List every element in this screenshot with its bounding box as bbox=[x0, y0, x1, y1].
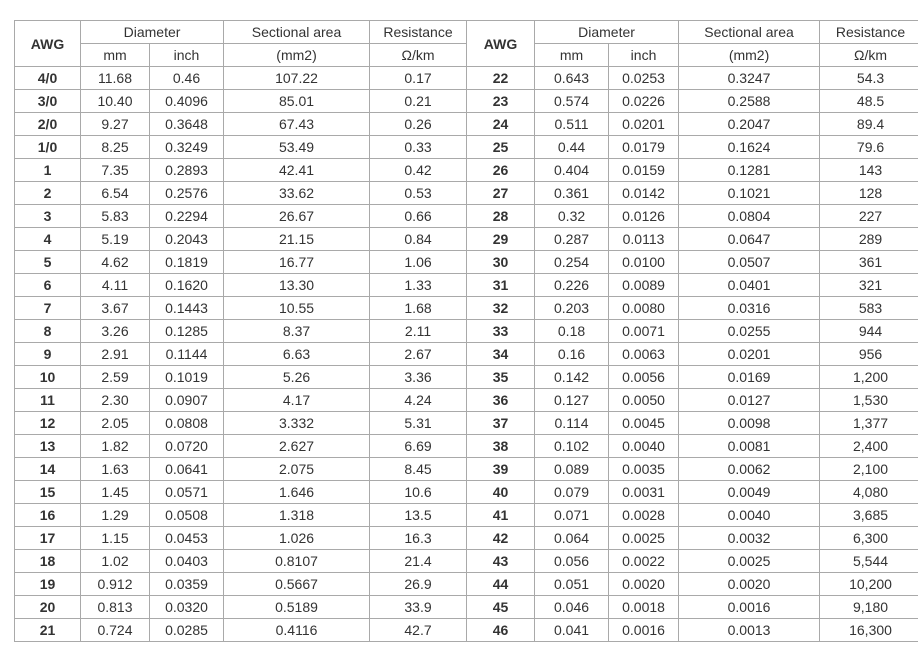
resistance-cell-left: 10.6 bbox=[370, 481, 467, 504]
sectional-area-cell-left: 107.22 bbox=[224, 67, 370, 90]
table-row bbox=[15, 481, 918, 504]
table-row bbox=[15, 619, 918, 642]
awg-cell-right: 25 bbox=[467, 136, 535, 159]
sectional-area-cell-left: 1.318 bbox=[224, 504, 370, 527]
sectional-area-cell-right: 0.0316 bbox=[679, 297, 820, 320]
diameter-mm-cell-right: 0.254 bbox=[535, 251, 609, 274]
resistance-cell-left: 2.11 bbox=[370, 320, 467, 343]
awg-cell-left: 12 bbox=[15, 412, 81, 435]
sectional-area-cell-left: 0.5189 bbox=[224, 596, 370, 619]
diameter-inch-cell-left: 0.0508 bbox=[150, 504, 224, 527]
awg-column-header-left: AWG bbox=[15, 21, 81, 67]
sectional-area-cell-left: 42.41 bbox=[224, 159, 370, 182]
resistance-cell-right: 143 bbox=[820, 159, 918, 182]
diameter-inch-cell-left: 0.2893 bbox=[150, 159, 224, 182]
diameter-inch-cell-right: 0.0045 bbox=[609, 412, 679, 435]
diameter-mm-cell-left: 10.40 bbox=[81, 90, 150, 113]
resistance-cell-right: 9,180 bbox=[820, 596, 918, 619]
diameter-inch-cell-right: 0.0126 bbox=[609, 205, 679, 228]
sectional-area-cell-left: 6.63 bbox=[224, 343, 370, 366]
diameter-mm-cell-right: 0.051 bbox=[535, 573, 609, 596]
diameter-inch-cell-right: 0.0028 bbox=[609, 504, 679, 527]
diameter-inch-cell-left: 0.46 bbox=[150, 67, 224, 90]
diameter-inch-cell-right: 0.0025 bbox=[609, 527, 679, 550]
sectional-area-header-left: Sectional area bbox=[224, 21, 370, 44]
sectional-area-cell-left: 8.37 bbox=[224, 320, 370, 343]
diameter-inch-cell-right: 0.0035 bbox=[609, 458, 679, 481]
resistance-cell-right: 89.4 bbox=[820, 113, 918, 136]
table-row bbox=[15, 159, 918, 182]
diameter-mm-cell-left: 1.29 bbox=[81, 504, 150, 527]
awg-cell-right: 45 bbox=[467, 596, 535, 619]
awg-cell-left: 21 bbox=[15, 619, 81, 642]
awg-cell-left: 1/0 bbox=[15, 136, 81, 159]
sectional-area-cell-right: 0.0401 bbox=[679, 274, 820, 297]
sectional-area-cell-left: 53.49 bbox=[224, 136, 370, 159]
sectional-area-cell-left: 1.646 bbox=[224, 481, 370, 504]
diameter-mm-cell-right: 0.32 bbox=[535, 205, 609, 228]
sectional-area-cell-left: 2.627 bbox=[224, 435, 370, 458]
diameter-inch-cell-left: 0.1019 bbox=[150, 366, 224, 389]
resistance-cell-left: 0.42 bbox=[370, 159, 467, 182]
awg-cell-right: 43 bbox=[467, 550, 535, 573]
resistance-cell-right: 1,530 bbox=[820, 389, 918, 412]
awg-cell-right: 46 bbox=[467, 619, 535, 642]
diameter-inch-cell-right: 0.0100 bbox=[609, 251, 679, 274]
awg-cell-left: 5 bbox=[15, 251, 81, 274]
sectional-area-cell-right: 0.0127 bbox=[679, 389, 820, 412]
diameter-mm-cell-right: 0.18 bbox=[535, 320, 609, 343]
diameter-inch-cell-right: 0.0113 bbox=[609, 228, 679, 251]
diameter-mm-cell-left: 5.19 bbox=[81, 228, 150, 251]
sectional-area-cell-left: 67.43 bbox=[224, 113, 370, 136]
diameter-mm-cell-left: 3.67 bbox=[81, 297, 150, 320]
diameter-mm-cell-left: 11.68 bbox=[81, 67, 150, 90]
diameter-mm-cell-left: 0.912 bbox=[81, 573, 150, 596]
diameter-mm-cell-left: 0.813 bbox=[81, 596, 150, 619]
resistance-cell-right: 944 bbox=[820, 320, 918, 343]
resistance-cell-left: 1.68 bbox=[370, 297, 467, 320]
diameter-inch-cell-left: 0.0808 bbox=[150, 412, 224, 435]
awg-cell-left: 2/0 bbox=[15, 113, 81, 136]
diameter-inch-cell-right: 0.0201 bbox=[609, 113, 679, 136]
diameter-inch-cell-right: 0.0159 bbox=[609, 159, 679, 182]
awg-cell-left: 2 bbox=[15, 182, 81, 205]
resistance-header-right: Resistance bbox=[820, 21, 918, 44]
awg-cell-left: 10 bbox=[15, 366, 81, 389]
diameter-inch-cell-right: 0.0089 bbox=[609, 274, 679, 297]
resistance-cell-right: 1,200 bbox=[820, 366, 918, 389]
diameter-mm-cell-right: 0.056 bbox=[535, 550, 609, 573]
awg-cell-left: 16 bbox=[15, 504, 81, 527]
diameter-mm-cell-right: 0.226 bbox=[535, 274, 609, 297]
awg-cell-left: 7 bbox=[15, 297, 81, 320]
resistance-cell-left: 1.33 bbox=[370, 274, 467, 297]
diameter-mm-cell-right: 0.574 bbox=[535, 90, 609, 113]
awg-cell-left: 15 bbox=[15, 481, 81, 504]
diameter-mm-cell-right: 0.079 bbox=[535, 481, 609, 504]
resistance-cell-right: 48.5 bbox=[820, 90, 918, 113]
awg-cell-right: 27 bbox=[467, 182, 535, 205]
resistance-cell-right: 1,377 bbox=[820, 412, 918, 435]
resistance-cell-left: 0.26 bbox=[370, 113, 467, 136]
table-row bbox=[15, 389, 918, 412]
diameter-mm-cell-left: 1.82 bbox=[81, 435, 150, 458]
table-row bbox=[15, 573, 918, 596]
awg-cell-left: 4/0 bbox=[15, 67, 81, 90]
sectional-area-cell-left: 1.026 bbox=[224, 527, 370, 550]
diameter-inch-cell-left: 0.0907 bbox=[150, 389, 224, 412]
awg-cell-left: 11 bbox=[15, 389, 81, 412]
diameter-inch-cell-left: 0.0641 bbox=[150, 458, 224, 481]
table-row bbox=[15, 527, 918, 550]
sectional-area-cell-left: 0.5667 bbox=[224, 573, 370, 596]
sectional-area-cell-left: 26.67 bbox=[224, 205, 370, 228]
diameter-mm-cell-right: 0.114 bbox=[535, 412, 609, 435]
table-row bbox=[15, 320, 918, 343]
awg-cell-right: 30 bbox=[467, 251, 535, 274]
table-row bbox=[15, 435, 918, 458]
table-row bbox=[15, 596, 918, 619]
diameter-mm-cell-right: 0.361 bbox=[535, 182, 609, 205]
awg-cell-left: 3 bbox=[15, 205, 81, 228]
resistance-cell-left: 6.69 bbox=[370, 435, 467, 458]
sectional-area-cell-left: 16.77 bbox=[224, 251, 370, 274]
diameter-inch-cell-left: 0.1620 bbox=[150, 274, 224, 297]
diameter-inch-cell-left: 0.0720 bbox=[150, 435, 224, 458]
header-row-top bbox=[15, 21, 918, 44]
resistance-cell-right: 128 bbox=[820, 182, 918, 205]
table-row bbox=[15, 550, 918, 573]
diameter-inch-cell-right: 0.0142 bbox=[609, 182, 679, 205]
diameter-mm-cell-left: 7.35 bbox=[81, 159, 150, 182]
area-unit-header-left: (mm2) bbox=[224, 44, 370, 67]
diameter-mm-cell-right: 0.046 bbox=[535, 596, 609, 619]
diameter-inch-cell-right: 0.0031 bbox=[609, 481, 679, 504]
resistance-header-left: Resistance bbox=[370, 21, 467, 44]
resistance-cell-left: 4.24 bbox=[370, 389, 467, 412]
sectional-area-cell-right: 0.0098 bbox=[679, 412, 820, 435]
resistance-cell-right: 4,080 bbox=[820, 481, 918, 504]
sectional-area-cell-left: 85.01 bbox=[224, 90, 370, 113]
diameter-mm-cell-right: 0.287 bbox=[535, 228, 609, 251]
diameter-mm-cell-right: 0.142 bbox=[535, 366, 609, 389]
awg-cell-left: 20 bbox=[15, 596, 81, 619]
diameter-inch-cell-left: 0.1443 bbox=[150, 297, 224, 320]
awg-cell-right: 44 bbox=[467, 573, 535, 596]
diameter-inch-cell-left: 0.0571 bbox=[150, 481, 224, 504]
diameter-mm-cell-right: 0.089 bbox=[535, 458, 609, 481]
diameter-mm-cell-right: 0.203 bbox=[535, 297, 609, 320]
diameter-mm-cell-left: 2.30 bbox=[81, 389, 150, 412]
diameter-inch-cell-left: 0.4096 bbox=[150, 90, 224, 113]
diameter-mm-cell-right: 0.511 bbox=[535, 113, 609, 136]
diameter-mm-cell-left: 1.02 bbox=[81, 550, 150, 573]
awg-cell-right: 29 bbox=[467, 228, 535, 251]
resistance-cell-left: 42.7 bbox=[370, 619, 467, 642]
diameter-mm-cell-left: 0.724 bbox=[81, 619, 150, 642]
diameter-mm-cell-right: 0.102 bbox=[535, 435, 609, 458]
awg-cell-right: 42 bbox=[467, 527, 535, 550]
diameter-mm-cell-left: 2.91 bbox=[81, 343, 150, 366]
diameter-header-right: Diameter bbox=[535, 21, 679, 44]
resistance-cell-right: 289 bbox=[820, 228, 918, 251]
diameter-mm-cell-left: 1.63 bbox=[81, 458, 150, 481]
table-row bbox=[15, 274, 918, 297]
diameter-mm-cell-left: 5.83 bbox=[81, 205, 150, 228]
resistance-cell-left: 5.31 bbox=[370, 412, 467, 435]
mm-unit-header-right: mm bbox=[535, 44, 609, 67]
resistance-cell-right: 10,200 bbox=[820, 573, 918, 596]
table-row bbox=[15, 412, 918, 435]
sectional-area-cell-left: 4.17 bbox=[224, 389, 370, 412]
awg-cell-left: 17 bbox=[15, 527, 81, 550]
diameter-inch-cell-left: 0.2043 bbox=[150, 228, 224, 251]
awg-wire-gauge-table bbox=[14, 20, 918, 642]
sectional-area-cell-right: 0.0040 bbox=[679, 504, 820, 527]
diameter-header-left: Diameter bbox=[81, 21, 224, 44]
diameter-inch-cell-left: 0.3249 bbox=[150, 136, 224, 159]
resistance-cell-left: 26.9 bbox=[370, 573, 467, 596]
sectional-area-cell-right: 0.3247 bbox=[679, 67, 820, 90]
table-header bbox=[15, 21, 918, 67]
diameter-mm-cell-left: 2.05 bbox=[81, 412, 150, 435]
awg-cell-left: 14 bbox=[15, 458, 81, 481]
resistance-cell-left: 0.66 bbox=[370, 205, 467, 228]
resistance-unit-header-right: Ω/km bbox=[820, 44, 918, 67]
sectional-area-cell-left: 21.15 bbox=[224, 228, 370, 251]
diameter-inch-cell-right: 0.0056 bbox=[609, 366, 679, 389]
diameter-inch-cell-right: 0.0022 bbox=[609, 550, 679, 573]
diameter-inch-cell-right: 0.0080 bbox=[609, 297, 679, 320]
diameter-mm-cell-right: 0.127 bbox=[535, 389, 609, 412]
diameter-mm-cell-right: 0.44 bbox=[535, 136, 609, 159]
awg-cell-right: 41 bbox=[467, 504, 535, 527]
table-row bbox=[15, 228, 918, 251]
resistance-cell-right: 54.3 bbox=[820, 67, 918, 90]
table-row bbox=[15, 113, 918, 136]
inch-unit-header-right: inch bbox=[609, 44, 679, 67]
resistance-cell-left: 2.67 bbox=[370, 343, 467, 366]
sectional-area-cell-right: 0.0507 bbox=[679, 251, 820, 274]
resistance-cell-left: 3.36 bbox=[370, 366, 467, 389]
diameter-inch-cell-left: 0.0453 bbox=[150, 527, 224, 550]
awg-cell-left: 4 bbox=[15, 228, 81, 251]
diameter-mm-cell-right: 0.064 bbox=[535, 527, 609, 550]
diameter-inch-cell-left: 0.0403 bbox=[150, 550, 224, 573]
sectional-area-cell-right: 0.0020 bbox=[679, 573, 820, 596]
table-row bbox=[15, 90, 918, 113]
diameter-mm-cell-right: 0.071 bbox=[535, 504, 609, 527]
sectional-area-cell-right: 0.1281 bbox=[679, 159, 820, 182]
diameter-mm-cell-left: 9.27 bbox=[81, 113, 150, 136]
diameter-inch-cell-right: 0.0253 bbox=[609, 67, 679, 90]
resistance-cell-right: 361 bbox=[820, 251, 918, 274]
diameter-mm-cell-right: 0.041 bbox=[535, 619, 609, 642]
awg-cell-right: 35 bbox=[467, 366, 535, 389]
resistance-cell-right: 583 bbox=[820, 297, 918, 320]
table-row bbox=[15, 343, 918, 366]
sectional-area-cell-right: 0.0032 bbox=[679, 527, 820, 550]
diameter-inch-cell-left: 0.3648 bbox=[150, 113, 224, 136]
diameter-mm-cell-right: 0.404 bbox=[535, 159, 609, 182]
diameter-inch-cell-left: 0.2576 bbox=[150, 182, 224, 205]
resistance-cell-right: 956 bbox=[820, 343, 918, 366]
resistance-cell-left: 0.33 bbox=[370, 136, 467, 159]
diameter-inch-cell-left: 0.1285 bbox=[150, 320, 224, 343]
awg-cell-right: 31 bbox=[467, 274, 535, 297]
sectional-area-cell-left: 5.26 bbox=[224, 366, 370, 389]
awg-cell-left: 18 bbox=[15, 550, 81, 573]
diameter-inch-cell-left: 0.0320 bbox=[150, 596, 224, 619]
header-row-units bbox=[15, 44, 918, 67]
awg-cell-left: 6 bbox=[15, 274, 81, 297]
resistance-cell-left: 8.45 bbox=[370, 458, 467, 481]
table-row bbox=[15, 504, 918, 527]
diameter-mm-cell-left: 6.54 bbox=[81, 182, 150, 205]
area-unit-header-right: (mm2) bbox=[679, 44, 820, 67]
awg-cell-right: 24 bbox=[467, 113, 535, 136]
awg-cell-right: 23 bbox=[467, 90, 535, 113]
resistance-cell-left: 1.06 bbox=[370, 251, 467, 274]
resistance-cell-left: 0.53 bbox=[370, 182, 467, 205]
sectional-area-cell-right: 0.0062 bbox=[679, 458, 820, 481]
resistance-cell-right: 16,300 bbox=[820, 619, 918, 642]
table-row bbox=[15, 67, 918, 90]
resistance-cell-left: 33.9 bbox=[370, 596, 467, 619]
sectional-area-cell-right: 0.0016 bbox=[679, 596, 820, 619]
table-row bbox=[15, 182, 918, 205]
diameter-inch-cell-right: 0.0020 bbox=[609, 573, 679, 596]
sectional-area-cell-right: 0.0025 bbox=[679, 550, 820, 573]
resistance-cell-left: 21.4 bbox=[370, 550, 467, 573]
sectional-area-cell-right: 0.0647 bbox=[679, 228, 820, 251]
awg-cell-right: 22 bbox=[467, 67, 535, 90]
sectional-area-cell-left: 33.62 bbox=[224, 182, 370, 205]
diameter-inch-cell-right: 0.0040 bbox=[609, 435, 679, 458]
sectional-area-cell-left: 2.075 bbox=[224, 458, 370, 481]
awg-cell-left: 1 bbox=[15, 159, 81, 182]
diameter-mm-cell-right: 0.16 bbox=[535, 343, 609, 366]
resistance-cell-left: 0.84 bbox=[370, 228, 467, 251]
sectional-area-cell-right: 0.0201 bbox=[679, 343, 820, 366]
awg-cell-right: 39 bbox=[467, 458, 535, 481]
diameter-inch-cell-left: 0.2294 bbox=[150, 205, 224, 228]
resistance-cell-left: 13.5 bbox=[370, 504, 467, 527]
awg-cell-right: 26 bbox=[467, 159, 535, 182]
sectional-area-cell-left: 0.8107 bbox=[224, 550, 370, 573]
awg-column-header-right: AWG bbox=[467, 21, 535, 67]
sectional-area-cell-right: 0.1624 bbox=[679, 136, 820, 159]
resistance-cell-right: 79.6 bbox=[820, 136, 918, 159]
resistance-cell-left: 0.21 bbox=[370, 90, 467, 113]
sectional-area-cell-right: 0.0013 bbox=[679, 619, 820, 642]
sectional-area-cell-right: 0.1021 bbox=[679, 182, 820, 205]
diameter-inch-cell-right: 0.0063 bbox=[609, 343, 679, 366]
resistance-cell-right: 321 bbox=[820, 274, 918, 297]
awg-cell-right: 40 bbox=[467, 481, 535, 504]
table-row bbox=[15, 297, 918, 320]
table-row bbox=[15, 366, 918, 389]
awg-cell-right: 33 bbox=[467, 320, 535, 343]
sectional-area-cell-right: 0.0049 bbox=[679, 481, 820, 504]
resistance-cell-right: 2,400 bbox=[820, 435, 918, 458]
awg-cell-right: 37 bbox=[467, 412, 535, 435]
resistance-cell-right: 227 bbox=[820, 205, 918, 228]
resistance-cell-right: 2,100 bbox=[820, 458, 918, 481]
resistance-unit-header-left: Ω/km bbox=[370, 44, 467, 67]
table-row bbox=[15, 136, 918, 159]
table-row bbox=[15, 458, 918, 481]
awg-cell-right: 38 bbox=[467, 435, 535, 458]
resistance-cell-right: 5,544 bbox=[820, 550, 918, 573]
resistance-cell-right: 6,300 bbox=[820, 527, 918, 550]
diameter-mm-cell-left: 3.26 bbox=[81, 320, 150, 343]
diameter-inch-cell-right: 0.0018 bbox=[609, 596, 679, 619]
sectional-area-cell-left: 3.332 bbox=[224, 412, 370, 435]
diameter-mm-cell-left: 1.45 bbox=[81, 481, 150, 504]
diameter-mm-cell-left: 2.59 bbox=[81, 366, 150, 389]
diameter-inch-cell-right: 0.0016 bbox=[609, 619, 679, 642]
sectional-area-cell-right: 0.0804 bbox=[679, 205, 820, 228]
table-row bbox=[15, 205, 918, 228]
sectional-area-cell-right: 0.2588 bbox=[679, 90, 820, 113]
sectional-area-cell-right: 0.0081 bbox=[679, 435, 820, 458]
diameter-mm-cell-right: 0.643 bbox=[535, 67, 609, 90]
diameter-inch-cell-left: 0.1144 bbox=[150, 343, 224, 366]
sectional-area-cell-right: 0.2047 bbox=[679, 113, 820, 136]
sectional-area-header-right: Sectional area bbox=[679, 21, 820, 44]
awg-cell-right: 36 bbox=[467, 389, 535, 412]
diameter-inch-cell-right: 0.0050 bbox=[609, 389, 679, 412]
diameter-inch-cell-left: 0.0359 bbox=[150, 573, 224, 596]
sectional-area-cell-left: 0.4116 bbox=[224, 619, 370, 642]
awg-cell-right: 28 bbox=[467, 205, 535, 228]
diameter-inch-cell-left: 0.0285 bbox=[150, 619, 224, 642]
diameter-inch-cell-right: 0.0071 bbox=[609, 320, 679, 343]
awg-cell-left: 19 bbox=[15, 573, 81, 596]
diameter-mm-cell-left: 4.62 bbox=[81, 251, 150, 274]
awg-cell-right: 34 bbox=[467, 343, 535, 366]
diameter-mm-cell-left: 4.11 bbox=[81, 274, 150, 297]
diameter-inch-cell-right: 0.0226 bbox=[609, 90, 679, 113]
sectional-area-cell-right: 0.0255 bbox=[679, 320, 820, 343]
diameter-mm-cell-left: 8.25 bbox=[81, 136, 150, 159]
sectional-area-cell-left: 10.55 bbox=[224, 297, 370, 320]
diameter-mm-cell-left: 1.15 bbox=[81, 527, 150, 550]
sectional-area-cell-left: 13.30 bbox=[224, 274, 370, 297]
awg-cell-left: 3/0 bbox=[15, 90, 81, 113]
table-row bbox=[15, 251, 918, 274]
diameter-inch-cell-right: 0.0179 bbox=[609, 136, 679, 159]
resistance-cell-left: 16.3 bbox=[370, 527, 467, 550]
resistance-cell-left: 0.17 bbox=[370, 67, 467, 90]
awg-cell-left: 8 bbox=[15, 320, 81, 343]
diameter-inch-cell-left: 0.1819 bbox=[150, 251, 224, 274]
awg-cell-right: 32 bbox=[467, 297, 535, 320]
resistance-cell-right: 3,685 bbox=[820, 504, 918, 527]
table-body bbox=[15, 67, 918, 642]
awg-cell-left: 9 bbox=[15, 343, 81, 366]
inch-unit-header-left: inch bbox=[150, 44, 224, 67]
sectional-area-cell-right: 0.0169 bbox=[679, 366, 820, 389]
mm-unit-header-left: mm bbox=[81, 44, 150, 67]
awg-cell-left: 13 bbox=[15, 435, 81, 458]
